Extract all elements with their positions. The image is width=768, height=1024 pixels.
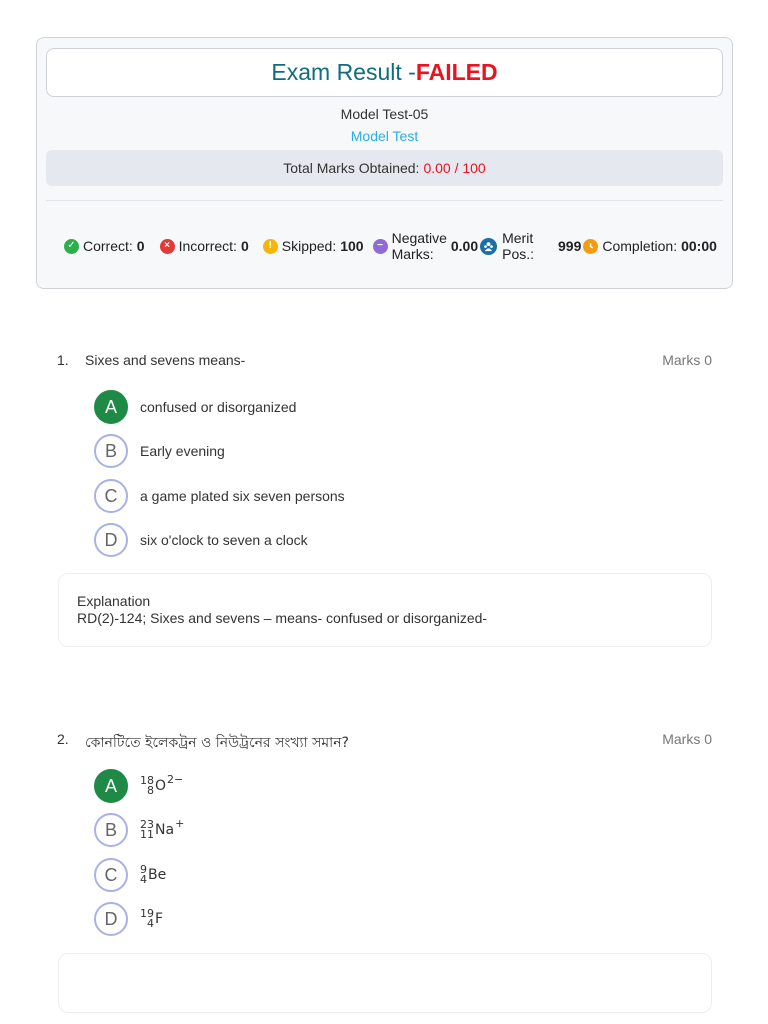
stat-incorrect-value: 0 — [240, 238, 249, 254]
question-marks: Marks 0 — [662, 352, 712, 368]
stat-negative-value: 0.00 — [450, 238, 479, 254]
mass-number: 18 — [140, 774, 154, 787]
element-symbol: Na — [155, 822, 175, 838]
mass-number: 23 — [140, 818, 154, 831]
result-title-prefix: Exam Result - — [271, 59, 416, 85]
atomic-number: 4 — [140, 873, 147, 886]
question-number: 1. — [57, 352, 69, 368]
option-d[interactable] — [94, 523, 308, 557]
stat-negative-label — [392, 230, 447, 262]
stat-correct-label: Correct: — [83, 238, 133, 254]
option-text: six o'clock to seven a clock — [140, 532, 308, 548]
option-a[interactable] — [94, 390, 296, 424]
question-text: কোনটিতে ইলেকট্রন ও নিউট্রনের সংখ্যা সমান? — [85, 735, 349, 751]
clock-icon — [583, 239, 598, 254]
stat-correct-value: 0 — [136, 238, 145, 254]
stat-completion — [583, 238, 717, 254]
result-status: FAILED — [415, 59, 498, 85]
total-marks-bar — [46, 150, 723, 186]
minus-circle-icon: − — [373, 239, 388, 254]
option-letter-badge: C — [94, 858, 128, 892]
atomic-number: 8 — [147, 784, 154, 797]
people-group-icon — [480, 238, 497, 255]
x-circle-icon: × — [160, 239, 175, 254]
stat-incorrect — [160, 238, 249, 254]
exclamation-circle-icon: ! — [263, 239, 278, 254]
stat-correct — [64, 238, 145, 254]
option-c[interactable] — [94, 858, 166, 892]
option-text: Early evening — [140, 443, 225, 459]
element-symbol: Be — [148, 867, 167, 883]
option-b[interactable] — [94, 434, 225, 468]
option-c[interactable] — [94, 479, 345, 513]
element-symbol: O — [155, 778, 167, 794]
check-circle-icon: ✓ — [64, 239, 79, 254]
result-card — [36, 37, 733, 289]
option-text: a game plated six seven persons — [140, 488, 345, 504]
question-card — [57, 352, 712, 652]
stat-merit-label-line2: Pos.: — [502, 246, 535, 262]
explanation-box — [58, 573, 712, 647]
stat-negative-label-line2: Marks: — [391, 246, 434, 262]
question-text: Sixes and sevens means- — [85, 352, 246, 368]
ion-charge: 2− — [167, 772, 184, 786]
option-formula — [140, 909, 163, 929]
question-header — [57, 352, 712, 368]
stat-negative-label-line1: Negative — [391, 230, 447, 246]
stat-incorrect-label: Incorrect: — [178, 238, 237, 254]
atomic-number: 11 — [140, 828, 154, 841]
question-card — [57, 731, 712, 1001]
stat-merit-value: 999 — [558, 238, 582, 254]
stat-skipped — [263, 238, 364, 254]
option-formula — [140, 816, 185, 841]
option-letter-badge: B — [94, 813, 128, 847]
option-letter-badge: B — [94, 434, 128, 468]
question-number: 2. — [57, 731, 69, 747]
option-text: confused or disorganized — [140, 399, 297, 415]
stat-merit-label-line1: Merit — [502, 230, 534, 246]
stat-completion-label: Completion: — [602, 238, 678, 254]
stat-skipped-label: Skipped: — [281, 238, 337, 254]
stat-completion-value: 00:00 — [681, 238, 717, 254]
stat-merit — [480, 230, 581, 262]
stats-row — [64, 226, 726, 266]
option-letter-badge: D — [94, 523, 128, 557]
stat-merit-label — [502, 230, 534, 262]
total-marks-label: Total Marks Obtained: — [283, 160, 420, 176]
explanation-box — [58, 953, 712, 1013]
option-letter-badge: A — [94, 390, 128, 424]
stat-negative — [373, 230, 479, 262]
test-type-link[interactable]: Model Test — [350, 128, 419, 144]
option-b[interactable] — [94, 813, 184, 847]
divider — [46, 200, 723, 201]
option-letter-badge: C — [94, 479, 128, 513]
option-a[interactable] — [94, 769, 183, 803]
explanation-title: Explanation — [77, 593, 151, 609]
explanation-text: RD(2)-124; Sixes and sevens – means- confused or disorganized- — [77, 610, 488, 626]
atomic-number: 4 — [147, 917, 154, 930]
ion-charge: + — [175, 816, 185, 830]
option-letter-badge: A — [94, 769, 128, 803]
option-formula — [140, 772, 184, 797]
result-title — [46, 48, 723, 97]
question-header — [57, 731, 712, 755]
option-letter-badge: D — [94, 902, 128, 936]
mass-number: 19 — [140, 907, 154, 920]
mass-number: 9 — [140, 863, 147, 876]
stat-skipped-value: 100 — [340, 238, 364, 254]
element-symbol: F — [155, 911, 164, 927]
test-name: Model Test-05 — [340, 106, 429, 122]
option-formula — [140, 865, 166, 885]
question-marks: Marks 0 — [662, 731, 712, 747]
total-marks-value: 0.00 / 100 — [423, 160, 486, 176]
option-d[interactable] — [94, 902, 163, 936]
